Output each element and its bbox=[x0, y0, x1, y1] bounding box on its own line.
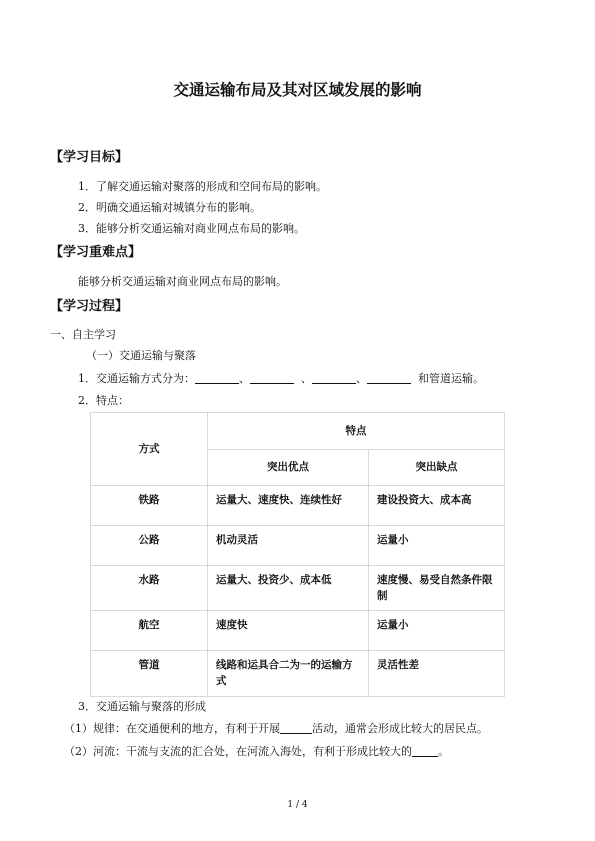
mode-cell: 铁路 bbox=[91, 486, 208, 526]
table-row bbox=[91, 611, 505, 651]
disadvantage-cell: 建设投资大、成本高 bbox=[369, 486, 505, 526]
disadvantage-cell: 运量小 bbox=[369, 611, 505, 651]
disadvantage-cell: 速度慢、易受自然条件限制 bbox=[369, 566, 505, 611]
mode-cell: 管道 bbox=[91, 651, 208, 697]
rule-prefix: （1）规律：在交通便利的地方，有利于开展 bbox=[64, 722, 280, 735]
separator: 、 bbox=[301, 372, 312, 385]
river-prefix: （2）河流：干流与支流的汇合处，在河流入海处，有利于形成比较大的 bbox=[64, 745, 412, 758]
advantage-cell: 运量大、速度快、连续性好 bbox=[208, 486, 369, 526]
fill-blank[interactable] bbox=[195, 372, 239, 384]
fill-blank[interactable] bbox=[280, 722, 312, 734]
separator: 、 bbox=[239, 372, 250, 385]
disadvantage-cell: 运量小 bbox=[369, 526, 505, 566]
fill-blank[interactable] bbox=[367, 372, 411, 384]
rule-line bbox=[64, 720, 488, 736]
header-disadvantage: 突出缺点 bbox=[369, 449, 505, 486]
fill-blank[interactable] bbox=[312, 372, 356, 384]
advantage-cell: 运量大、投资少、成本低 bbox=[208, 566, 369, 611]
goal-item: 1．了解交通运输对聚落的形成和空间布局的影响。 bbox=[78, 180, 327, 193]
fill-blank[interactable] bbox=[250, 372, 294, 384]
part-heading: 一、自主学习 bbox=[50, 328, 116, 341]
mode-cell: 公路 bbox=[91, 526, 208, 566]
advantage-cell: 线路和运具合二为一的运输方式 bbox=[208, 651, 369, 697]
question-2: 2．特点： bbox=[78, 394, 129, 407]
transport-features-table bbox=[90, 412, 505, 697]
river-line bbox=[64, 743, 449, 759]
question-3: 3．交通运输与聚落的形成 bbox=[78, 700, 206, 713]
table-row bbox=[91, 486, 505, 526]
goal-item: 3．能够分析交通运输对商业网点布局的影响。 bbox=[78, 222, 305, 235]
mode-cell: 水路 bbox=[91, 566, 208, 611]
header-advantage: 突出优点 bbox=[208, 449, 369, 486]
mode-cell: 航空 bbox=[91, 611, 208, 651]
disadvantage-cell: 灵活性差 bbox=[369, 651, 505, 697]
subsection-heading: （一）交通运输与聚落 bbox=[86, 349, 196, 362]
advantage-cell: 速度快 bbox=[208, 611, 369, 651]
process-heading: 【学习过程】 bbox=[50, 299, 129, 314]
page-title: 交通运输布局及其对区域发展的影响 bbox=[173, 81, 422, 99]
goals-heading: 【学习目标】 bbox=[50, 150, 129, 165]
fill-blank[interactable] bbox=[412, 745, 438, 757]
header-mode: 方式 bbox=[91, 413, 208, 486]
key-heading: 【学习重难点】 bbox=[50, 245, 142, 260]
question-1 bbox=[78, 370, 484, 386]
separator: 、 bbox=[356, 372, 367, 385]
table-row bbox=[91, 526, 505, 566]
rule-suffix: 活动，通常会形成比较大的居民点。 bbox=[312, 722, 488, 735]
header-features: 特点 bbox=[208, 413, 505, 450]
question-1-prefix: 1．交通运输方式分为： bbox=[78, 372, 195, 385]
table-row bbox=[91, 651, 505, 697]
key-text: 能够分析交通运输对商业网点布局的影响。 bbox=[78, 275, 287, 288]
page-number: 1 / 4 bbox=[287, 800, 308, 810]
advantage-cell: 机动灵活 bbox=[208, 526, 369, 566]
river-suffix: 。 bbox=[438, 745, 449, 758]
table-row bbox=[91, 566, 505, 611]
goal-item: 2．明确交通运输对城镇分布的影响。 bbox=[78, 201, 261, 214]
question-1-suffix: 和管道运输。 bbox=[418, 372, 484, 385]
